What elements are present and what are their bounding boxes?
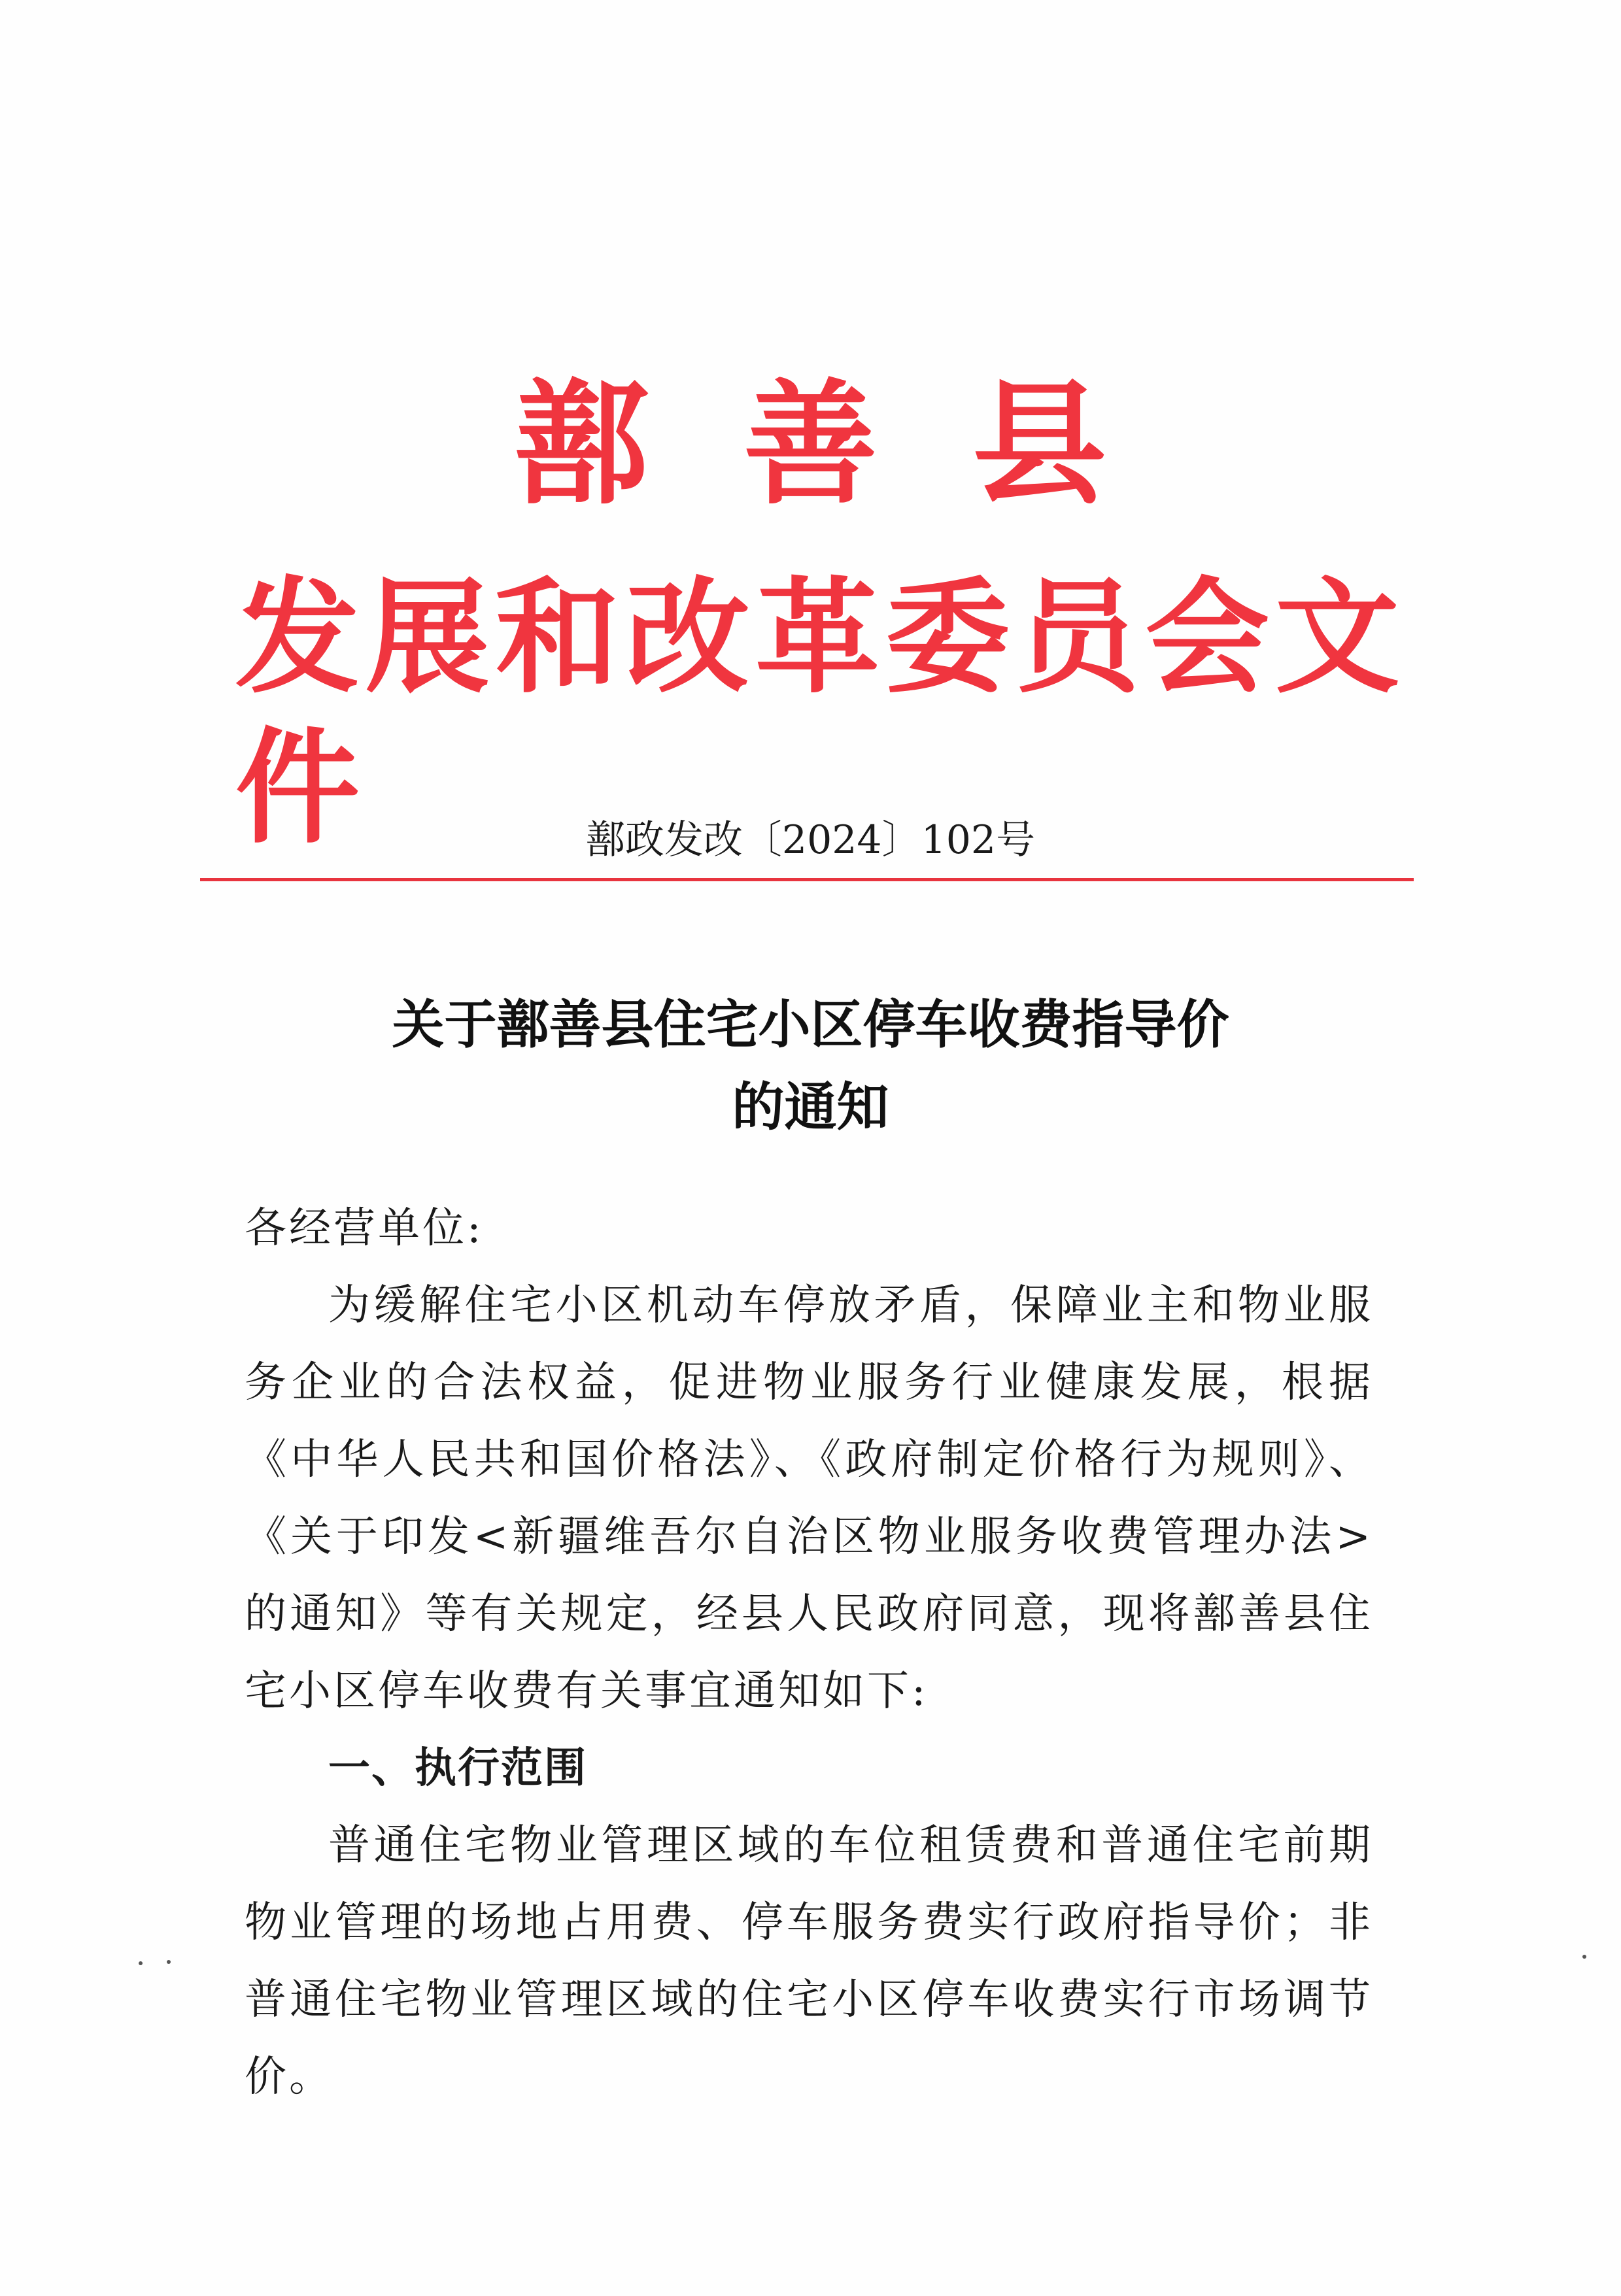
scan-speck <box>1582 1955 1586 1959</box>
salutation: 各经营单位: <box>245 1204 484 1253</box>
title-line2: 的通知 <box>732 1077 889 1138</box>
issuer-header-line2: 发展和改革委员会文件 <box>235 564 1399 860</box>
issuer-header-line1: 鄯善县 <box>515 366 1201 523</box>
scan-speck <box>139 1961 143 1965</box>
section-heading-1: 一、执行范围 <box>328 1744 587 1793</box>
scan-speck <box>167 1960 171 1964</box>
body-paragraph-1: 为缓解住宅小区机动车停放矛盾，保障业主和物业服务企业的合法权益，促进物业服务行业健康发展，根据《中华人民共和国价格法》、《政府制定价格行为规则》、《关于印发<新疆维吾尔自治区物业服务收费管理办法>的通知》等有关规定，经县人民政府同意，现将鄯善县住宅小区停车收费有关事宜通知如下: <box>245 1281 1373 1715</box>
document-body <box>245 1190 1373 2116</box>
document-title <box>0 984 1621 1149</box>
document-number: 鄯政发改〔2024〕102号 <box>585 817 1036 863</box>
red-divider-line <box>200 878 1414 881</box>
title-line1: 关于鄯善县住宅小区停车收费指导价 <box>392 994 1229 1055</box>
section-1-text: 普通住宅物业管理区域的车位租赁费和普通住宅前期物业管理的场地占用费、停车服务费实行政府指导价；非普通住宅物业管理区域的住宅小区停车收费实行市场调节价。 <box>245 1821 1373 2101</box>
